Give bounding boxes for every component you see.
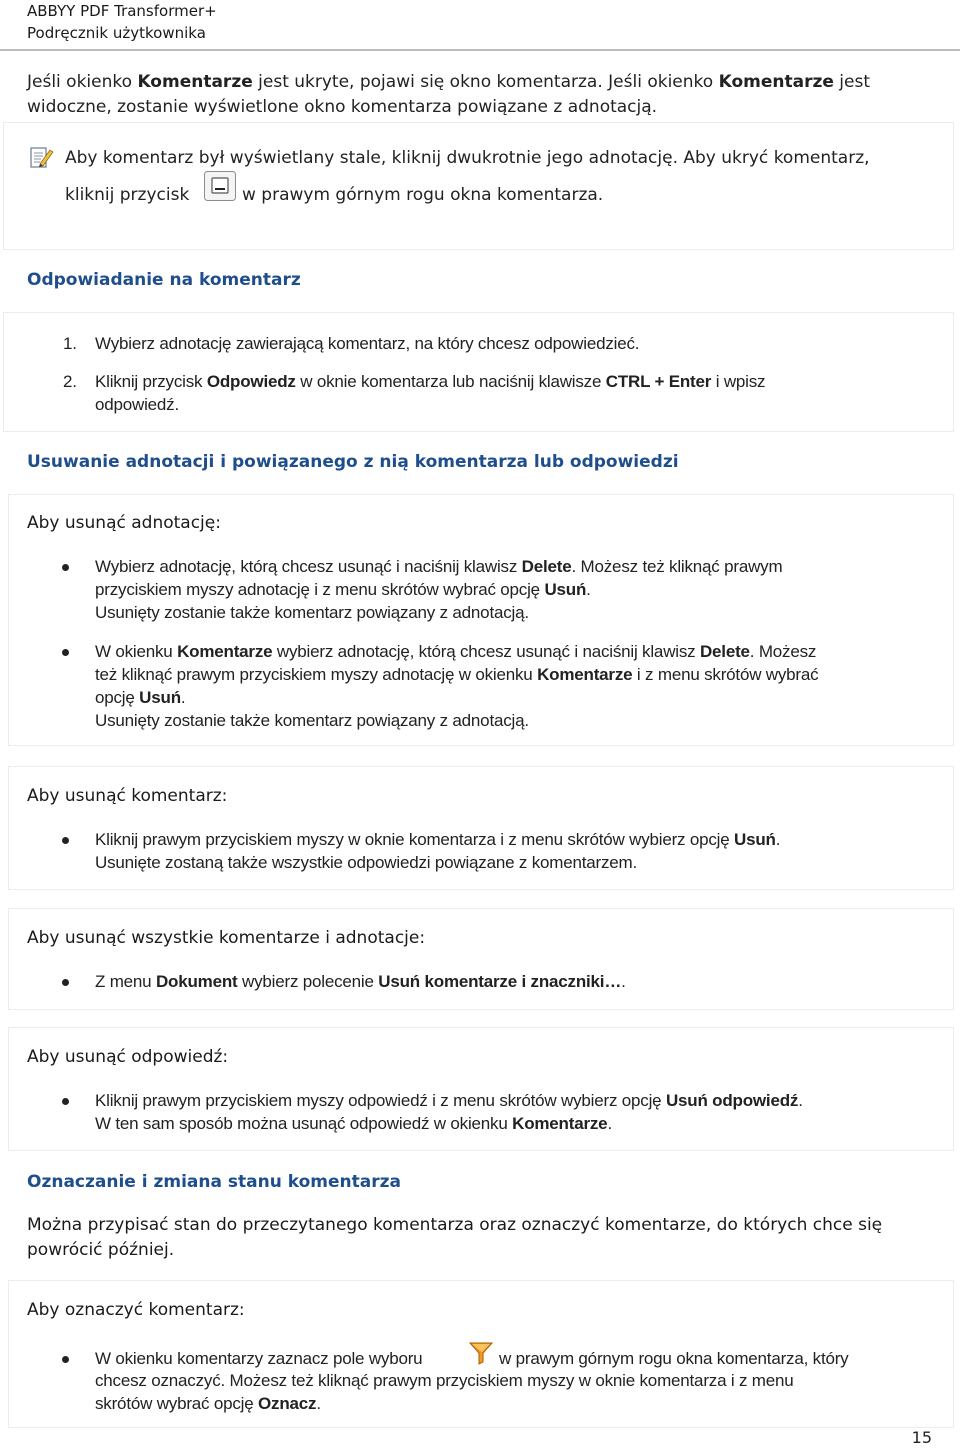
intro-line-1: Jeśli okienko Komentarze jest ukryte, pojawi się okno komentarza. Jeśli okienko Komentarze jest bbox=[27, 72, 870, 92]
bullet-dot bbox=[62, 1098, 69, 1105]
status-paragraph-line-1: Można przypisać stan do przeczytanego komentarza oraz oznaczyć komentarze, do których chce się bbox=[27, 1215, 883, 1235]
reply-step-1: Wybierz adnotację zawierającą komentarz, na który chcesz odpowiedzieć. bbox=[95, 334, 640, 353]
header-doc-title: Podręcznik użytkownika bbox=[27, 24, 206, 42]
intro-line-2: widoczne, zostanie wyświetlone okno komentarza powiązane z adnotacją. bbox=[27, 97, 658, 117]
bullet-dot bbox=[62, 837, 69, 844]
delete-annotation-b2-line-2: też kliknąć prawym przyciskiem myszy adnotację w okienku Komentarze i z menu skrótów wybrać bbox=[95, 665, 819, 684]
mark-comment-intro: Aby oznaczyć komentarz: bbox=[27, 1300, 245, 1320]
delete-comment-line-1: Kliknij prawym przyciskiem myszy w oknie komentarza i z menu skrótów wybierz opcję Usuń. bbox=[95, 830, 781, 849]
delete-reply-intro: Aby usunąć odpowiedź: bbox=[27, 1047, 229, 1067]
bullet-dot bbox=[62, 1356, 69, 1363]
note-line-2a: kliknij przycisk bbox=[65, 185, 190, 205]
mark-comment-line-1a: W okienku komentarzy zaznacz pole wyboru bbox=[95, 1349, 423, 1368]
section-title-reply: Odpowiadanie na komentarz bbox=[27, 270, 301, 290]
reply-step-2-line-2: odpowiedź. bbox=[95, 395, 180, 414]
page-number: 15 bbox=[911, 1428, 932, 1447]
delete-annotation-b2-line-1: W okienku Komentarze wybierz adnotację, którą chcesz usunąć i naciśnij klawisz Delete. Możesz bbox=[95, 642, 817, 661]
header-rule bbox=[0, 49, 960, 51]
reply-step-1-number: 1. bbox=[63, 334, 77, 353]
note-line-1: Aby komentarz był wyświetlany stale, kliknij dwukrotnie jego adnotację. Aby ukryć komentarz, bbox=[65, 148, 870, 168]
mark-comment-line-3: skrótów wybrać opcję Oznacz. bbox=[95, 1394, 321, 1413]
delete-reply-line-1: Kliknij prawym przyciskiem myszy odpowiedź i z menu skrótów wybierz opcję Usuń odpowiedź. bbox=[95, 1091, 803, 1110]
delete-annotation-b1-line-1: Wybierz adnotację, którą chcesz usunąć i naciśnij klawisz Delete. Możesz też kliknąć prawym bbox=[95, 557, 783, 576]
note-line-2b: w prawym górnym rogu okna komentarza. bbox=[242, 185, 604, 205]
section-title-status: Oznaczanie i zmiana stanu komentarza bbox=[27, 1172, 401, 1192]
delete-comment-line-2: Usunięte zostaną także wszystkie odpowiedzi powiązane z komentarzem. bbox=[95, 853, 638, 872]
delete-annotation-b1-line-3: Usunięty zostanie także komentarz powiązany z adnotacją. bbox=[95, 603, 529, 622]
delete-annotation-b2-line-3: opcję Usuń. bbox=[95, 688, 186, 707]
bullet-dot bbox=[62, 979, 69, 986]
delete-all-intro: Aby usunąć wszystkie komentarze i adnotacje: bbox=[27, 928, 426, 948]
delete-annotation-b2-line-4: Usunięty zostanie także komentarz powiązany z adnotacją. bbox=[95, 711, 529, 730]
delete-comment-intro: Aby usunąć komentarz: bbox=[27, 786, 228, 806]
reply-step-2-line-1: Kliknij przycisk Odpowiedz w oknie komentarza lub naciśnij klawisze CTRL + Enter i wpisz bbox=[95, 372, 766, 391]
mark-comment-line-1b: w prawym górnym rogu okna komentarza, który bbox=[499, 1349, 849, 1368]
bullet-dot bbox=[62, 649, 69, 656]
delete-all-line: Z menu Dokument wybierz polecenie Usuń komentarze i znaczniki…. bbox=[95, 972, 626, 991]
section-title-delete: Usuwanie adnotacji i powiązanego z nią komentarza lub odpowiedzi bbox=[27, 452, 679, 472]
header-app-name: ABBYY PDF Transformer+ bbox=[27, 2, 217, 20]
note-pencil-icon bbox=[28, 144, 54, 174]
minimize-window-icon bbox=[204, 171, 236, 205]
checkbox-filter-icon bbox=[468, 1340, 494, 1370]
mark-comment-line-2: chcesz oznaczyć. Możesz też kliknąć prawym przyciskiem myszy w oknie komentarza i z menu bbox=[95, 1371, 794, 1390]
status-paragraph-line-2: powrócić później. bbox=[27, 1240, 175, 1260]
delete-annotation-b1-line-2: przyciskiem myszy adnotację i z menu skrótów wybrać opcję Usuń. bbox=[95, 580, 591, 599]
running-header bbox=[27, 0, 217, 44]
delete-all-box bbox=[8, 908, 954, 1010]
delete-annotation-intro: Aby usunąć adnotację: bbox=[27, 513, 221, 533]
bullet-dot bbox=[62, 564, 69, 571]
delete-reply-line-2: W ten sam sposób można usunąć odpowiedź w okienku Komentarze. bbox=[95, 1114, 612, 1133]
reply-step-2-number: 2. bbox=[63, 372, 77, 391]
